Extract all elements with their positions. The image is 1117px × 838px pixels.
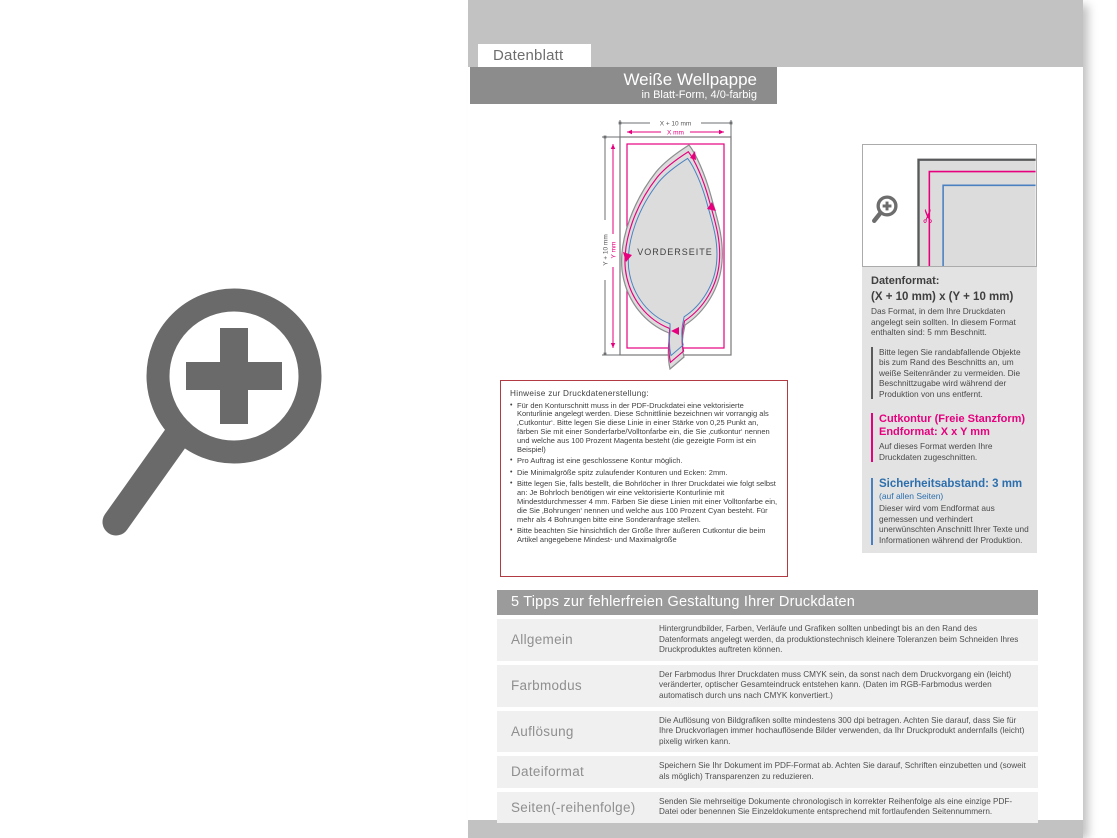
sicherheitsabstand-subtitle: (auf allen Seiten)	[879, 491, 944, 501]
format-info-panel	[862, 267, 1037, 553]
dim-label-outer-width: X + 10 mm	[659, 120, 692, 128]
hinweise-item: • Für den Konturschnitt muss in der PDF-Druckdatei eine vektorisierte Konturlinie angelegt werden. Diese Schnittlinie bezeichnen wir vorrangig als ‚Cutkontur‘. Bitte legen Sie diese Linie in einer Stärke von 0,25 Punkt an, färben Sie mit einer Sonderfarbe/Volltonfarbe ein, die Sie ‚cutkontur‘ nennen und welche aus 100 Prozent Magenta besteht (die gezeigte Form ist ein Beispiel)	[510, 402, 779, 455]
scissors-icon: ✂	[917, 207, 939, 224]
tip-label: Farbmodus	[511, 678, 582, 694]
title-bar	[470, 67, 777, 104]
hinweise-item: • Die Minimalgröße spitz zulaufender Konturen und Ecken: 2mm.	[510, 469, 779, 478]
sicherheitsabstand-body: Dieser wird vom Endformat aus gemessen und verhindert unerwünschten Anschnitt Ihrer Texte und Informationen während der Produktion.	[879, 503, 1029, 545]
tip-label: Allgemein	[511, 632, 573, 648]
dim-label-inner-width: X mm	[667, 129, 684, 137]
datenformat-formula: (X + 10 mm) x (Y + 10 mm)	[871, 291, 1014, 303]
tip-text: Senden Sie mehrseitige Dokumente chronologisch in korrekter Reihenfolge als eine einzige PDF-Datei oder benennen Sie Einzeldokumente entsprechend mit fortlaufenden Seitennummern.	[659, 796, 1013, 817]
datenformat-body: Das Format, in dem Ihre Druckdaten angelegt sein sollten. In diesem Format enthalten sind: 5 mm Beschnitt.	[871, 306, 1016, 337]
table-row-dateiformat	[497, 756, 1038, 787]
table-row-seitenreihenfolge	[497, 792, 1038, 823]
sicherheitsabstand-title: Sicherheitsabstand: 3 mm	[879, 478, 1023, 490]
cutkontur-body: Auf dieses Format werden Ihre Druckdaten zugeschnitten.	[879, 441, 993, 462]
tips-table	[497, 590, 1038, 827]
hinweise-list	[510, 402, 779, 546]
cutkontur-title-2: Endformat: X x Y mm	[879, 426, 990, 438]
leaf-shape	[622, 145, 723, 369]
tip-label: Auflösung	[511, 723, 574, 739]
datenformat-title: Datenformat:	[871, 275, 940, 287]
hinweise-title: Hinweise zur Druckdatenerstellung:	[510, 389, 649, 398]
page-subtitle: in Blatt-Form, 4/0-farbig	[641, 89, 757, 101]
corner-detail-illustration	[862, 144, 1037, 267]
table-row-farbmodus	[497, 665, 1038, 707]
leaf-diagram	[586, 112, 776, 382]
beschnitt-body: Bitte legen Sie randabfallende Objekte bis zum Rand des Beschnitts an, um weiße Seitenränder zu vermeiden. Die Beschnittzugabe wird während der Produktion von uns entfernt.	[879, 346, 1021, 399]
tips-header: 5 Tipps zur fehlerfreien Gestaltung Ihrer Druckdaten	[497, 590, 1038, 615]
beschnitt-block	[871, 347, 1029, 400]
front-side-label: VORDERSEITE	[637, 247, 713, 257]
hinweise-item: • Pro Auftrag ist eine geschlossene Kontur möglich.	[510, 457, 779, 466]
cutkontur-title-1: Cutkontur (Freie Stanzform)	[879, 413, 1026, 425]
hinweise-item: • Bitte legen Sie, falls bestellt, die Bohrlöcher in Ihrer Druckdatei wie folgt selbst an: Je Bohrloch benötigen wir eine vektorisierte Konturlinie mit Mindestdurchmesser 4 mm. Färben Sie diese Linien mit einer Volltonfarbe ein, die Sie ‚Bohrungen‘ nennen und welche aus 100 Prozent Cyan besteht. Für mehr als 4 Bohrungen bitte eine Sonderanfrage stellen.	[510, 480, 779, 525]
tip-label: Dateiformat	[511, 764, 585, 780]
tip-text: Hintergrundbilder, Farben, Verläufe und Grafiken sollten unbedingt bis an den Rand des Datenformats angelegt werden, da produktionstechnisch kleinere Toleranzen beim Schneiden Ihres Druckproduktes auftreten können.	[659, 624, 1019, 655]
dim-label-inner-height: Y mm	[610, 241, 618, 259]
table-row-aufloesung	[497, 711, 1038, 753]
hinweise-box	[500, 380, 788, 577]
tip-text: Der Farbmodus Ihrer Druckdaten muss CMYK sein, da sonst nach dem Druckvorgang ein (leicht) veränderter, optischer Gesamteindruck entstehen kann. (Daten im RGB-Farbmodus werden automatisch durch uns nach CMYK konvertiert.)	[659, 669, 1012, 700]
datenformat-block	[871, 275, 1029, 338]
tab-datenblatt: Datenblatt	[478, 44, 591, 67]
zoom-plus-icon	[100, 256, 370, 556]
dim-label-outer-height: Y + 10 mm	[602, 234, 610, 266]
tip-text: Speichern Sie Ihr Dokument im PDF-Format ab. Achten Sie darauf, Schriften einzubetten und (soweit als möglich) Transparenzen zu reduzieren.	[659, 761, 1026, 781]
cutkontur-block	[871, 413, 1029, 462]
leaf-bleed-contour	[622, 145, 723, 369]
sicherheitsabstand-block	[871, 478, 1029, 545]
tip-label: Seiten(-reihenfolge)	[511, 799, 636, 815]
page-title: Weiße Wellpappe	[623, 70, 757, 89]
table-row-allgemein	[497, 619, 1038, 661]
hinweise-item: • Bitte beachten Sie hinsichtlich der Größe Ihrer äußeren Cutkontur die beim Artikel angegebene Mindest- und Maximalgröße	[510, 527, 779, 545]
datasheet-page	[468, 0, 1083, 838]
tip-text: Die Auflösung von Bildgrafiken sollte mindestens 300 dpi betragen. Achten Sie darauf, dass Sie für Ihre Druckvorlagen immer hochauflösende Bilder verwenden, da Ihr Druckprodukt andernfalls (leicht) pixelig wirken kann.	[659, 715, 1025, 746]
small-zoom-plus-icon	[874, 197, 896, 221]
